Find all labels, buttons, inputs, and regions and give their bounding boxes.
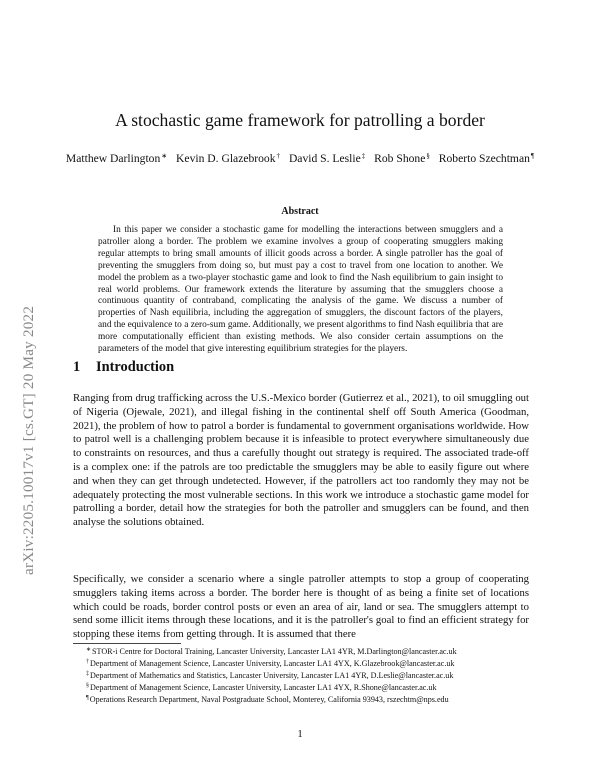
footnote-rule [73, 643, 181, 644]
footnote-marker: † [276, 152, 281, 160]
paper-title: A stochastic game framework for patrolling a border [115, 110, 485, 130]
abstract-text: In this paper we consider a stochastic game for modelling the interactions between smugglers and a patroller along a border. The problem we examine involves a group of cooperating smugglers making regular attempts to bring small amounts of illicit goods across a border. A single patroller has the goal of preventing the smugglers from doing so, but must pay a cost to travel from one location to another. We model the problem as a two-player stochastic game and look to find the Nash equilibrium to gain insight to real world problems. Our framework extends the literature by assuming that the smugglers choose a continuous quantity of contraband, complicating the analysis of the game. We discuss a number of properties of Nash equilibria, including the aggregation of smugglers, the discount factors of the players, and the equivalence to a zero-sum game. Additionally, we present algorithms to find Nash equilibria that are more computationally efficient than existing methods. We also consider certain assumptions on the parameters of the model that give interesting equilibrium strategies for the players. [98, 225, 503, 355]
footnote: ¶Operations Research Department, Naval Postgraduate School, Monterey, California 93943, rszechtm@nps.edu [86, 695, 449, 704]
footnote-marker: § [426, 152, 430, 160]
arxiv-stamp: arXiv:2205.10017v1 [cs.GT] 20 May 2022 [20, 305, 37, 575]
footnote: †Department of Management Science, Lancaster University, Lancaster LA1 4YX, K.Glazebrook@lancaster.ac.uk [86, 659, 455, 668]
author: Rob Shone§ [374, 152, 430, 165]
author: David S. Leslie‡ [288, 152, 366, 165]
footnote: §Department of Management Science, Lancaster University, Lancaster LA1 4YX, R.Shone@lancaster.ac.uk [86, 683, 437, 692]
page-number: 1 [297, 728, 303, 740]
footnote-marker: ∗ [161, 152, 168, 160]
footnote-marker: ¶ [530, 152, 535, 160]
section-heading [73, 359, 174, 376]
body-paragraph: Specifically, we consider a scenario where a single patroller attempts to stop a group of cooperating smugglers taking items across a border. The border here is thought of as being a finite set of locations which could be roads, border control posts or even an area of air, land or sea. The smugglers attempt to send some illicit items through these locations, and it is the patroller's goal to find an efficient strategy for stopping these items from getting through. It is assumed that there [73, 573, 529, 641]
abstract-heading: Abstract [281, 206, 319, 217]
author: Matthew Darlington∗ [65, 152, 168, 165]
body-paragraph: Ranging from drug trafficking across the U.S.-Mexico border (Gutierrez et al., 2021), to oil smuggling out of Nigeria (Ojewale, 2021), and illegal fishing in the continental shelf off South America (Goodman, 2021), the problem of how to patrol a border is fundamental to government organisations worldwide. How to patrol well is a challenging problem because it is infeasible to protect everywhere simultaneously due to constraints on resources, and thus a carefully thought out strategy is required. The associated trade-off is a complex one: if the patrols are too predictable the smugglers may be able to easily figure out where and when they can get through undetected. However, if the patrollers act too randomly they may not be adequately protecting the most vulnerable sections. In this work we introduce a stochastic game model for patrolling a border, detail how the strategies for both the patroller and smugglers can be found, and then analyse the solutions obtained. [73, 392, 529, 529]
author-list [0, 152, 600, 165]
footnotes [86, 645, 536, 705]
section-title: Introduction [96, 359, 175, 375]
footnote: ∗STOR-i Centre for Doctoral Training, Lancaster University, Lancaster LA1 4YR, M.Darlington@lancaster.ac.uk [86, 647, 457, 656]
footnote-marker: ‡ [361, 152, 366, 160]
footnote: ‡Department of Mathematics and Statistics, Lancaster University, Lancaster LA1 4YR, D.Leslie@lancaster.ac.uk [86, 671, 454, 680]
section-number: 1 [73, 359, 81, 375]
author: Roberto Szechtman¶ [438, 152, 535, 165]
author: Kevin D. Glazebrook† [176, 152, 281, 165]
